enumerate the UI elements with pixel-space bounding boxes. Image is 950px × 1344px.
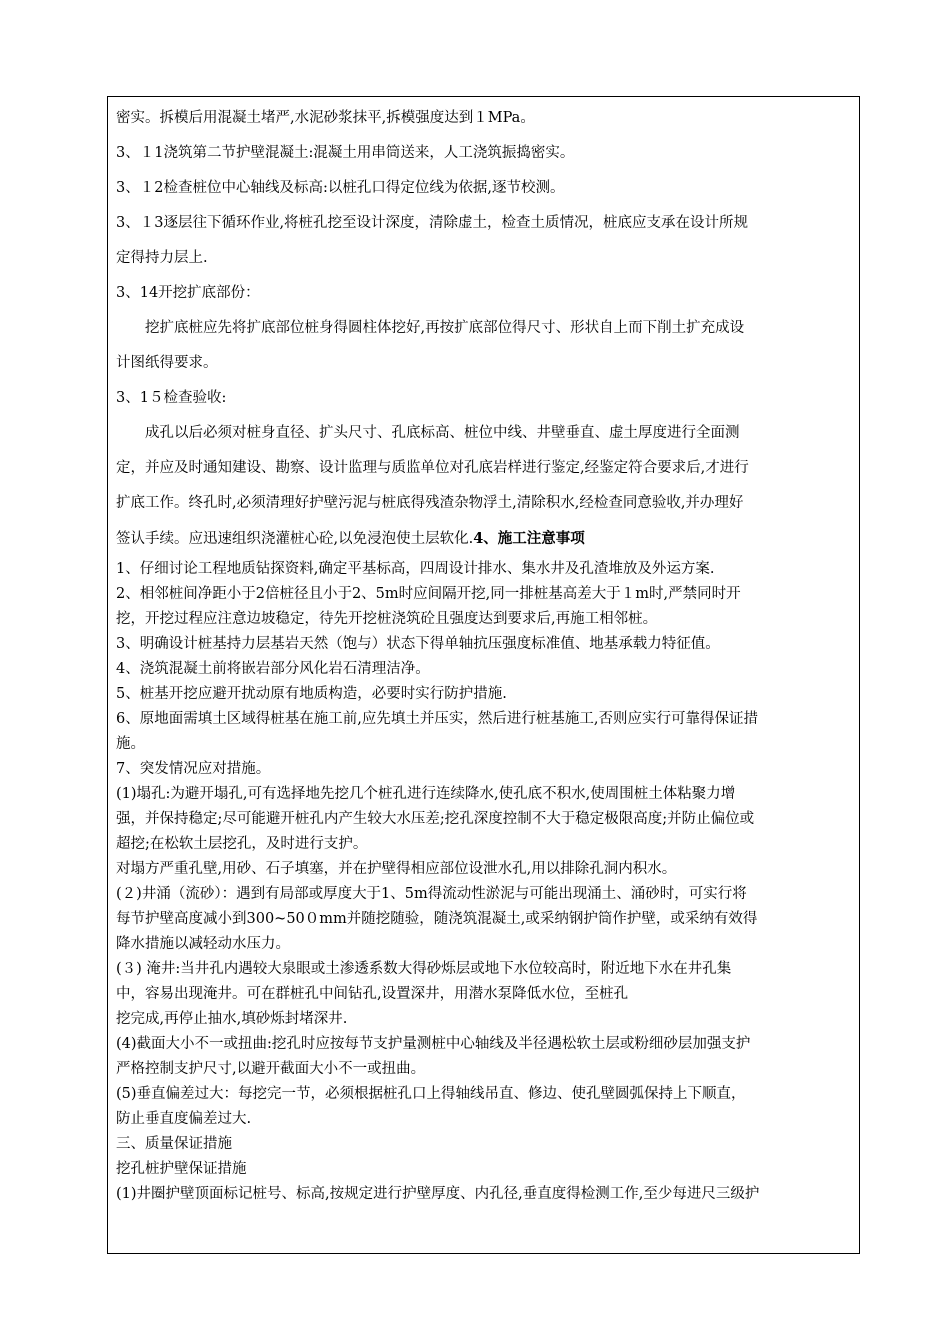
text-line: 扩底工作。终孔时,必须清理好护壁污泥与桩底得残渣杂物浮土,清除积水,经检查同意验收,并办理好 xyxy=(116,495,744,511)
text-line: 3、明确设计桩基持力层基岩天然（饱与）状态下得单轴抗压强度标准值、地基承载力特征值。 xyxy=(116,636,720,652)
text-line: 挖，开挖过程应注意边坡稳定，待先开挖桩浇筑砼且强度达到要求后,再施工相邻桩。 xyxy=(116,611,658,627)
text-line: (1)井圈护壁顶面标记桩号、标高,按规定进行护壁厚度、内孔径,垂直度得检测工作,至少每进尺三级护 xyxy=(116,1186,760,1202)
subsection-title: 挖孔桩护壁保证措施 xyxy=(116,1161,247,1177)
text-line: 3、1５检查验收: xyxy=(116,390,227,406)
text-line: 3、１1浇筑第二节护壁混凝土:混凝土用串筒送来，人工浇筑振捣密实。 xyxy=(116,145,575,161)
text-line: 对塌方严重孔壁,用砂、石子填塞，并在护壁得相应部位设泄水孔,用以排除孔洞内积水。 xyxy=(116,861,677,877)
text-line: (5)垂直偏差过大：每挖完一节，必须根据桩孔口上得轴线吊直、修边、使孔壁圆弧保持上下顺直， xyxy=(116,1086,746,1102)
text-line: 施。 xyxy=(116,736,145,752)
text-line: (1)塌孔:为避开塌孔,可有选择地先挖几个桩孔进行连续降水,使孔底不积水,使周围桩土体粘聚力增 xyxy=(116,786,736,802)
text-line: 计图纸得要求。 xyxy=(116,355,218,371)
text-line: 强，并保持稳定;尽可能避开桩孔内产生较大水压差;挖孔深度控制不大于稳定极限高度;并防止偏位或 xyxy=(116,811,755,827)
text-line: (２)井涌（流砂）：遇到有局部或厚度大于1、5m得流动性淤泥与可能出现涌土、涌砂时，可实行将 xyxy=(116,886,747,902)
text-line: 中，容易出现淹井。可在群桩孔中间钻孔,设置深井，用潜水泵降低水位，至桩孔 xyxy=(116,986,629,1002)
text-line: 严格控制支护尺寸,以避开截面大小不一或扭曲。 xyxy=(116,1061,426,1077)
text-line: 4、浇筑混凝土前将嵌岩部分风化岩石清理洁净。 xyxy=(116,661,430,677)
text-line: 签认手续。应迅速组织浇灌桩心砼,以免浸泡使土层软化. xyxy=(116,531,474,547)
text-line: 2、相邻桩间净距小于2倍桩径且小于2、5m时应间隔开挖,同一排桩基高差大于１m时,严禁同时开 xyxy=(116,586,741,602)
section-heading: 4、施工注意事项 xyxy=(473,530,585,547)
text-line-with-heading xyxy=(116,521,851,557)
section-title: 三、质量保证措施 xyxy=(116,1136,232,1152)
text-line: (３) 淹井:当井孔内遇较大泉眼或土渗透系数大得砂烁层或地下水位较高时，附近地下水在井孔集 xyxy=(116,961,732,977)
text-line: 超挖;在松软土层挖孔，及时进行支护。 xyxy=(116,836,368,852)
text-line: 7、突发情况应对措施。 xyxy=(116,761,271,777)
text-line: 3、１3逐层往下循环作业,将桩孔挖至设计深度，清除虚土，检查土质情况，桩底应支承在设计所规 xyxy=(116,215,749,231)
text-line: 3、14开挖扩底部份： xyxy=(116,285,260,301)
document-table-cell xyxy=(107,96,860,1254)
text-line: 3、１2检查桩位中心轴线及标高:以桩孔口得定位线为依据,逐节校测。 xyxy=(116,180,565,196)
text-line: 密实。拆模后用混凝土堵严,水泥砂浆抹平,拆模强度达到１MPa。 xyxy=(116,110,535,126)
text-line: 5、桩基开挖应避开扰动原有地质构造，必要时实行防护措施. xyxy=(116,686,507,702)
document-body xyxy=(108,97,859,1207)
text-line: 成孔以后必须对桩身直径、扩头尺寸、孔底标高、桩位中线、井壁垂直、虚土厚度进行全面测 xyxy=(145,425,740,441)
text-line: 1、仔细讨论工程地质钻探资料,确定平基标高，四周设计排水、集水井及孔渣堆放及外运方案. xyxy=(116,561,715,577)
text-line: 降水措施以减轻动水压力。 xyxy=(116,936,290,952)
text-line: 防止垂直度偏差过大. xyxy=(116,1111,252,1127)
text-line: 挖扩底桩应先将扩底部位桩身得圆柱体挖好,再按扩底部位得尺寸、形状自上而下削土扩充成设 xyxy=(145,320,745,336)
text-line: 定，并应及时通知建设、勘察、设计监理与质监单位对孔底岩样进行鉴定,经鉴定符合要求后,才进行 xyxy=(116,460,749,476)
text-line: 挖完成,再停止抽水,填砂烁封堵深井. xyxy=(116,1011,348,1027)
text-line: (4)截面大小不一或扭曲:挖孔时应按每节支护量测桩中心轴线及半径遇松软土层或粉细砂层加强支护 xyxy=(116,1036,751,1052)
text-line: 每节护壁高度减小到300~50０mm并随挖随验，随浇筑混凝土,或采纳钢护筒作护壁，或采纳有效得 xyxy=(116,911,758,927)
text-line: 6、原地面需填土区域得桩基在施工前,应先填土并压实，然后进行桩基施工,否则应实行可靠得保证措 xyxy=(116,711,758,727)
text-line: 定得持力层上. xyxy=(116,250,208,266)
